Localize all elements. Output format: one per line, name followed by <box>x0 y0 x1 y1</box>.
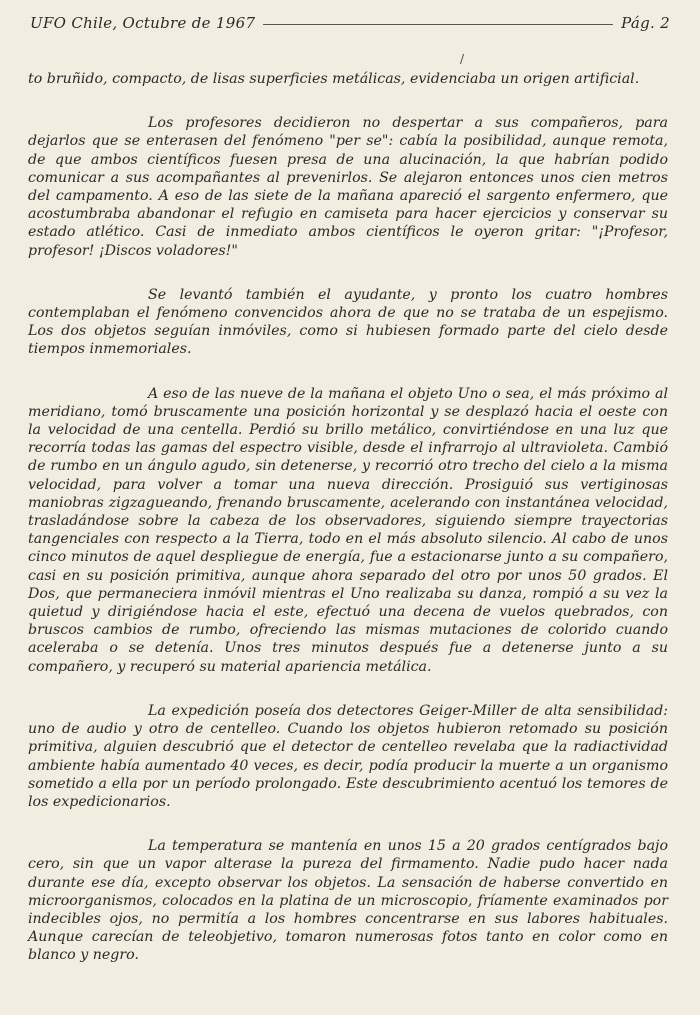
document-body <box>28 70 668 991</box>
page-number: Pág. 2 <box>621 14 670 32</box>
paragraph-6: La temperatura se mantenía en unos 15 a 20 grados centígrados bajo cero, sin que un vapor alterase la pureza del firmamento. Nadie pudo hacer nada durante ese día, excepto observar los objetos. La sensación de haberse convertido en microorganismos, colocados en la platina de un microscopio, fríamente examinados por indecibles ojos, no permitía a los hombres concentrarse en sus labores habituales. Aunque carecían de teleobjetivo, tomaron numerosas fotos tanto en color como en blanco y negro. <box>28 838 668 964</box>
paragraph-3: Se levantó también el ayudante, y pronto los cuatro hombres contemplaban el fenómeno convencidos ahora de que no se trataba de un espejismo. Los dos objetos seguían inmóviles, como si hubiesen formado parte del cielo desde tiempos inmemoriales. <box>28 286 668 358</box>
paragraph-5: La expedición poseía dos detectores Geiger-Miller de alta sensibilidad: uno de audio y otro de centelleo. Cuando los objetos hubieron retomado su posición primitiva, alguien descubrió que el detector de centelleo revelaba que la radiactividad ambiente había aumentado 40 veces, es decir, podía producir la muerte a un organismo sometido a ella por un período prolongado. Este descubrimiento acentuó los temores de los expedicionarios. <box>28 702 668 810</box>
paragraph-1: to bruñido, compacto, de lisas superficies metálicas, evidenciaba un origen artificial. <box>28 71 640 87</box>
paragraph-2: Los profesores decidieron no despertar a sus compañeros, para dejarlos que se enterasen del fenómeno "per se": cabía la posibilidad, aunque remota, de que ambos científicos fuesen presa de una alucinación, la que habrían podido comunicar a sus acompañantes al prevenirlos. Se alejaron entonces unos cien metros del campamento. A eso de las siete de la mañana apareció el sargento enfermero, que acostumbraba abandonar el refugio en camiseta para hacer ejercicios y conservar su estado atlético. Casi de inmediato ambos científicos le oyeron gritar: "¡Profesor, profesor! ¡Discos voladores!" <box>28 115 668 259</box>
header-title: UFO Chile, Octubre de 1967 <box>30 14 256 32</box>
pen-mark: / <box>460 52 465 66</box>
page-header <box>30 14 670 32</box>
header-rule <box>263 24 613 25</box>
paragraph-4: A eso de las nueve de la mañana el objeto Uno o sea, el más próximo al meridiano, tomó bruscamente una posición horizontal y se desplazó hacia el oeste con la velocidad de una centella. Perdió su brillo metálico, convirtiéndose en una luz que recorría todas las gamas del espectro visible, desde el infrarrojo al ultravioleta. Cambió de rumbo en un ángulo agudo, sin detenerse, y recorrió otro trecho del cielo a la misma velocidad, para volver a tomar una nueva dirección. Prosiguió sus vertiginosas maniobras zigzagueando, frenando bruscamente, acelerando con instantánea velocidad, trasladándose sobre la cabeza de los observadores, siguiendo siempre trayectorias tangenciales con respecto a la Tierra, todo en el más absoluto silencio. Al cabo de unos cinco minutos de aquel despliegue de energía, fue a estacionarse junto a su compañero, casi en su posición primitiva, aunque ahora separado del otro por unos 50 grados. El Dos, que permaneciera inmóvil mientras el Uno realizaba su danza, rompió a su vez la quietud y dirigiéndose hacia el este, efectuó una decena de vuelos quebrados, con bruscos cambios de rumbo, ofreciendo las mismas mutaciones de colorido cuando aceleraba o se detenía. Unos tres minutos después fue a detenerse junto a su compañero, y recuperó su material apariencia metálica. <box>28 385 668 675</box>
